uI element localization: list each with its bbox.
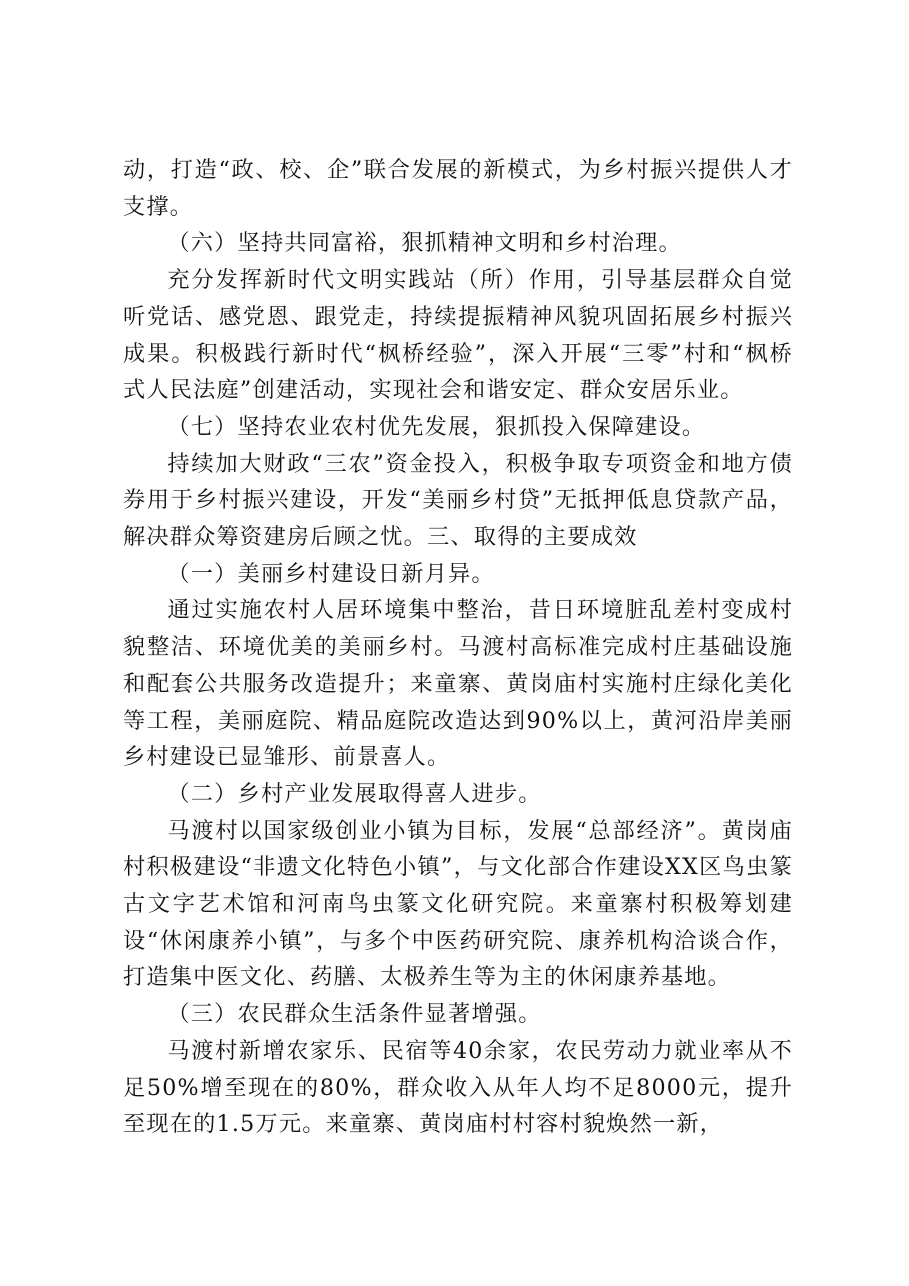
section-heading-3-3: （三）农民群众生活条件显著增强。 — [167, 1001, 542, 1028]
body-paragraph: 充分发挥新时代文明实践站（所）作用，引导基层群众自觉听党话、感党恩、跟党走，持续提振精神风貌巩固拓展乡村振兴成果。积极践行新时代“枫桥经验”，深入开展“三零”村和“枫桥式人民法庭”创建活动，实现社会和谐安定、群众安居乐业。 — [123, 267, 793, 404]
section-heading-7: （七）坚持农业农村优先发展，狠抓投入保障建设。 — [167, 413, 706, 440]
body-paragraph: 持续加大财政“三农”资金投入，积极争取专项资金和地方债券用于乡村振兴建设，开发“美丽乡村贷”无抵押低息贷款产品，解决群众筹资建房后顾之忧。三、取得的主要成效 — [123, 450, 793, 551]
section-heading-3-2: （二）乡村产业发展取得喜人进步。 — [167, 780, 542, 807]
body-paragraph: 通过实施农村人居环境集中整治，昔日环境脏乱差村变成村貌整洁、环境优美的美丽乡村。马渡村高标准完成村庄基础设施和配套公共服务改造提升；来童寨、黄岗庙村实施村庄绿化美化等工程，美丽庭院、精品庭院改造达到90%以上，黄河沿岸美丽乡村建设已显雏形、前景喜人。 — [123, 597, 793, 771]
document-body — [123, 152, 793, 1143]
section-heading-3-1: （一）美丽乡村建设日新月异。 — [167, 560, 495, 587]
section-heading-6: （六）坚持共同富裕，狠抓精神文明和乡村治理。 — [167, 230, 682, 257]
body-paragraph: 马渡村新增农家乐、民宿等40余家，农民劳动力就业率从不足50%增至现在的80%，群众收入从年人均不足8000元，提升至现在的1.5万元。来童寨、黄岗庙村村容村貌焕然一新， — [123, 1037, 793, 1138]
continuation-paragraph: 动，打造“政、校、企”联合发展的新模式，为乡村振兴提供人才支撑。 — [123, 157, 793, 220]
body-paragraph: 马渡村以国家级创业小镇为目标，发展“总部经济”。黄岗庙村积极建设“非遗文化特色小镇”，与文化部合作建设XX区鸟虫篆古文字艺术馆和河南鸟虫篆文化研究院。来童寨村积极筹划建设“休闲康养小镇”，与多个中医药研究院、康养机构洽谈合作，打造集中医文化、药膳、太极养生等为主的休闲康养基地。 — [123, 817, 793, 991]
